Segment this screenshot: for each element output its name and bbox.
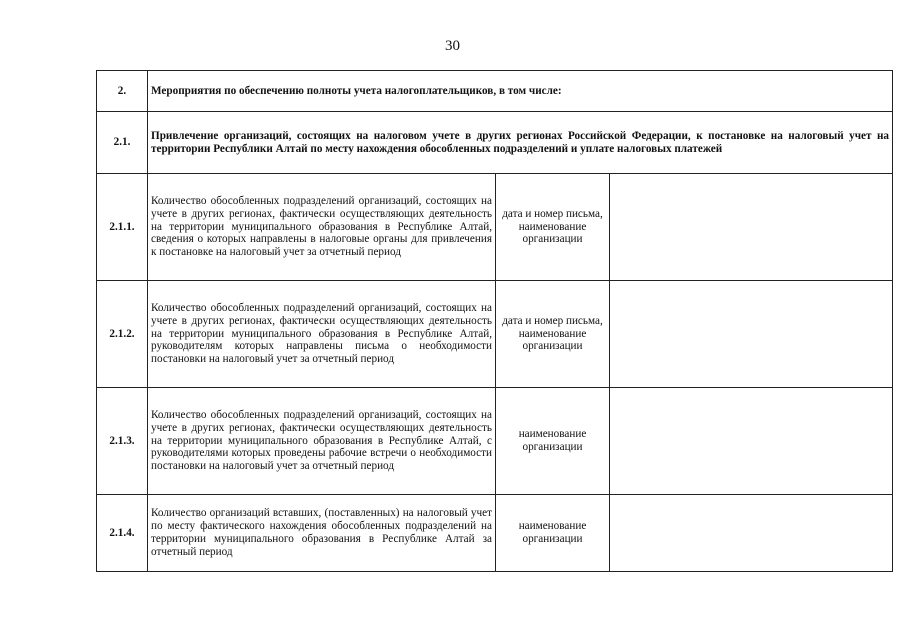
subsection-heading: Привлечение организаций, состоящих на налоговом учете в других регионах Российской Федерации, к постановке на налоговый учет на территории Республики Алтай по месту нахождения обособленных подразделений и уплате налоговых платежей bbox=[148, 112, 893, 174]
confirming-document: дата и номер письма, наименование организации bbox=[496, 281, 610, 388]
row-number: 2.1.4. bbox=[97, 495, 148, 572]
table-row bbox=[97, 281, 893, 388]
indicator-description: Количество обособленных подразделений организаций, состоящих на учете в других регионах, фактически осуществляющих деятельность на территории муниципального образования в Республике Алтай, руководителям которых направлены письма о необходимости постановки на налоговый учет за отчетный период bbox=[148, 281, 496, 388]
page-number: 30 bbox=[445, 38, 460, 54]
indicator-description: Количество обособленных подразделений организаций, состоящих на учете в других регионах, фактически осуществляющих деятельность на территории муниципального образования в Республике Алтай, с руководителями которых проведены рабочие встречи о необходимости постановки на налоговый учет за отчетный период bbox=[148, 388, 496, 495]
value-cell bbox=[610, 281, 893, 388]
table-row bbox=[97, 388, 893, 495]
value-cell bbox=[610, 495, 893, 572]
measures-table bbox=[96, 70, 893, 572]
table-row bbox=[97, 71, 893, 112]
row-number: 2.1.1. bbox=[97, 174, 148, 281]
table-row bbox=[97, 112, 893, 174]
table-row bbox=[97, 174, 893, 281]
row-number: 2.1.3. bbox=[97, 388, 148, 495]
value-cell bbox=[610, 174, 893, 281]
indicator-description: Количество организаций вставших, (поставленных) на налоговый учет по месту фактического нахождения обособленных подразделений на территории муниципального образования в Республике Алтай за отчетный период bbox=[148, 495, 496, 572]
confirming-document: дата и номер письма, наименование организации bbox=[496, 174, 610, 281]
section-heading: Мероприятия по обеспечению полноты учета налогоплательщиков, в том числе: bbox=[148, 71, 893, 112]
row-number: 2. bbox=[97, 71, 148, 112]
confirming-document: наименование организации bbox=[496, 388, 610, 495]
row-number: 2.1. bbox=[97, 112, 148, 174]
confirming-document: наименование организации bbox=[496, 495, 610, 572]
table-row bbox=[97, 495, 893, 572]
indicator-description: Количество обособленных подразделений организаций, состоящих на учете в других регионах, фактически осуществляющих деятельность на территории муниципального образования в Республике Алтай, сведения о которых направлены в налоговые органы для привлечения к постановке на налоговый учет за отчетный период bbox=[148, 174, 496, 281]
value-cell bbox=[610, 388, 893, 495]
row-number: 2.1.2. bbox=[97, 281, 148, 388]
